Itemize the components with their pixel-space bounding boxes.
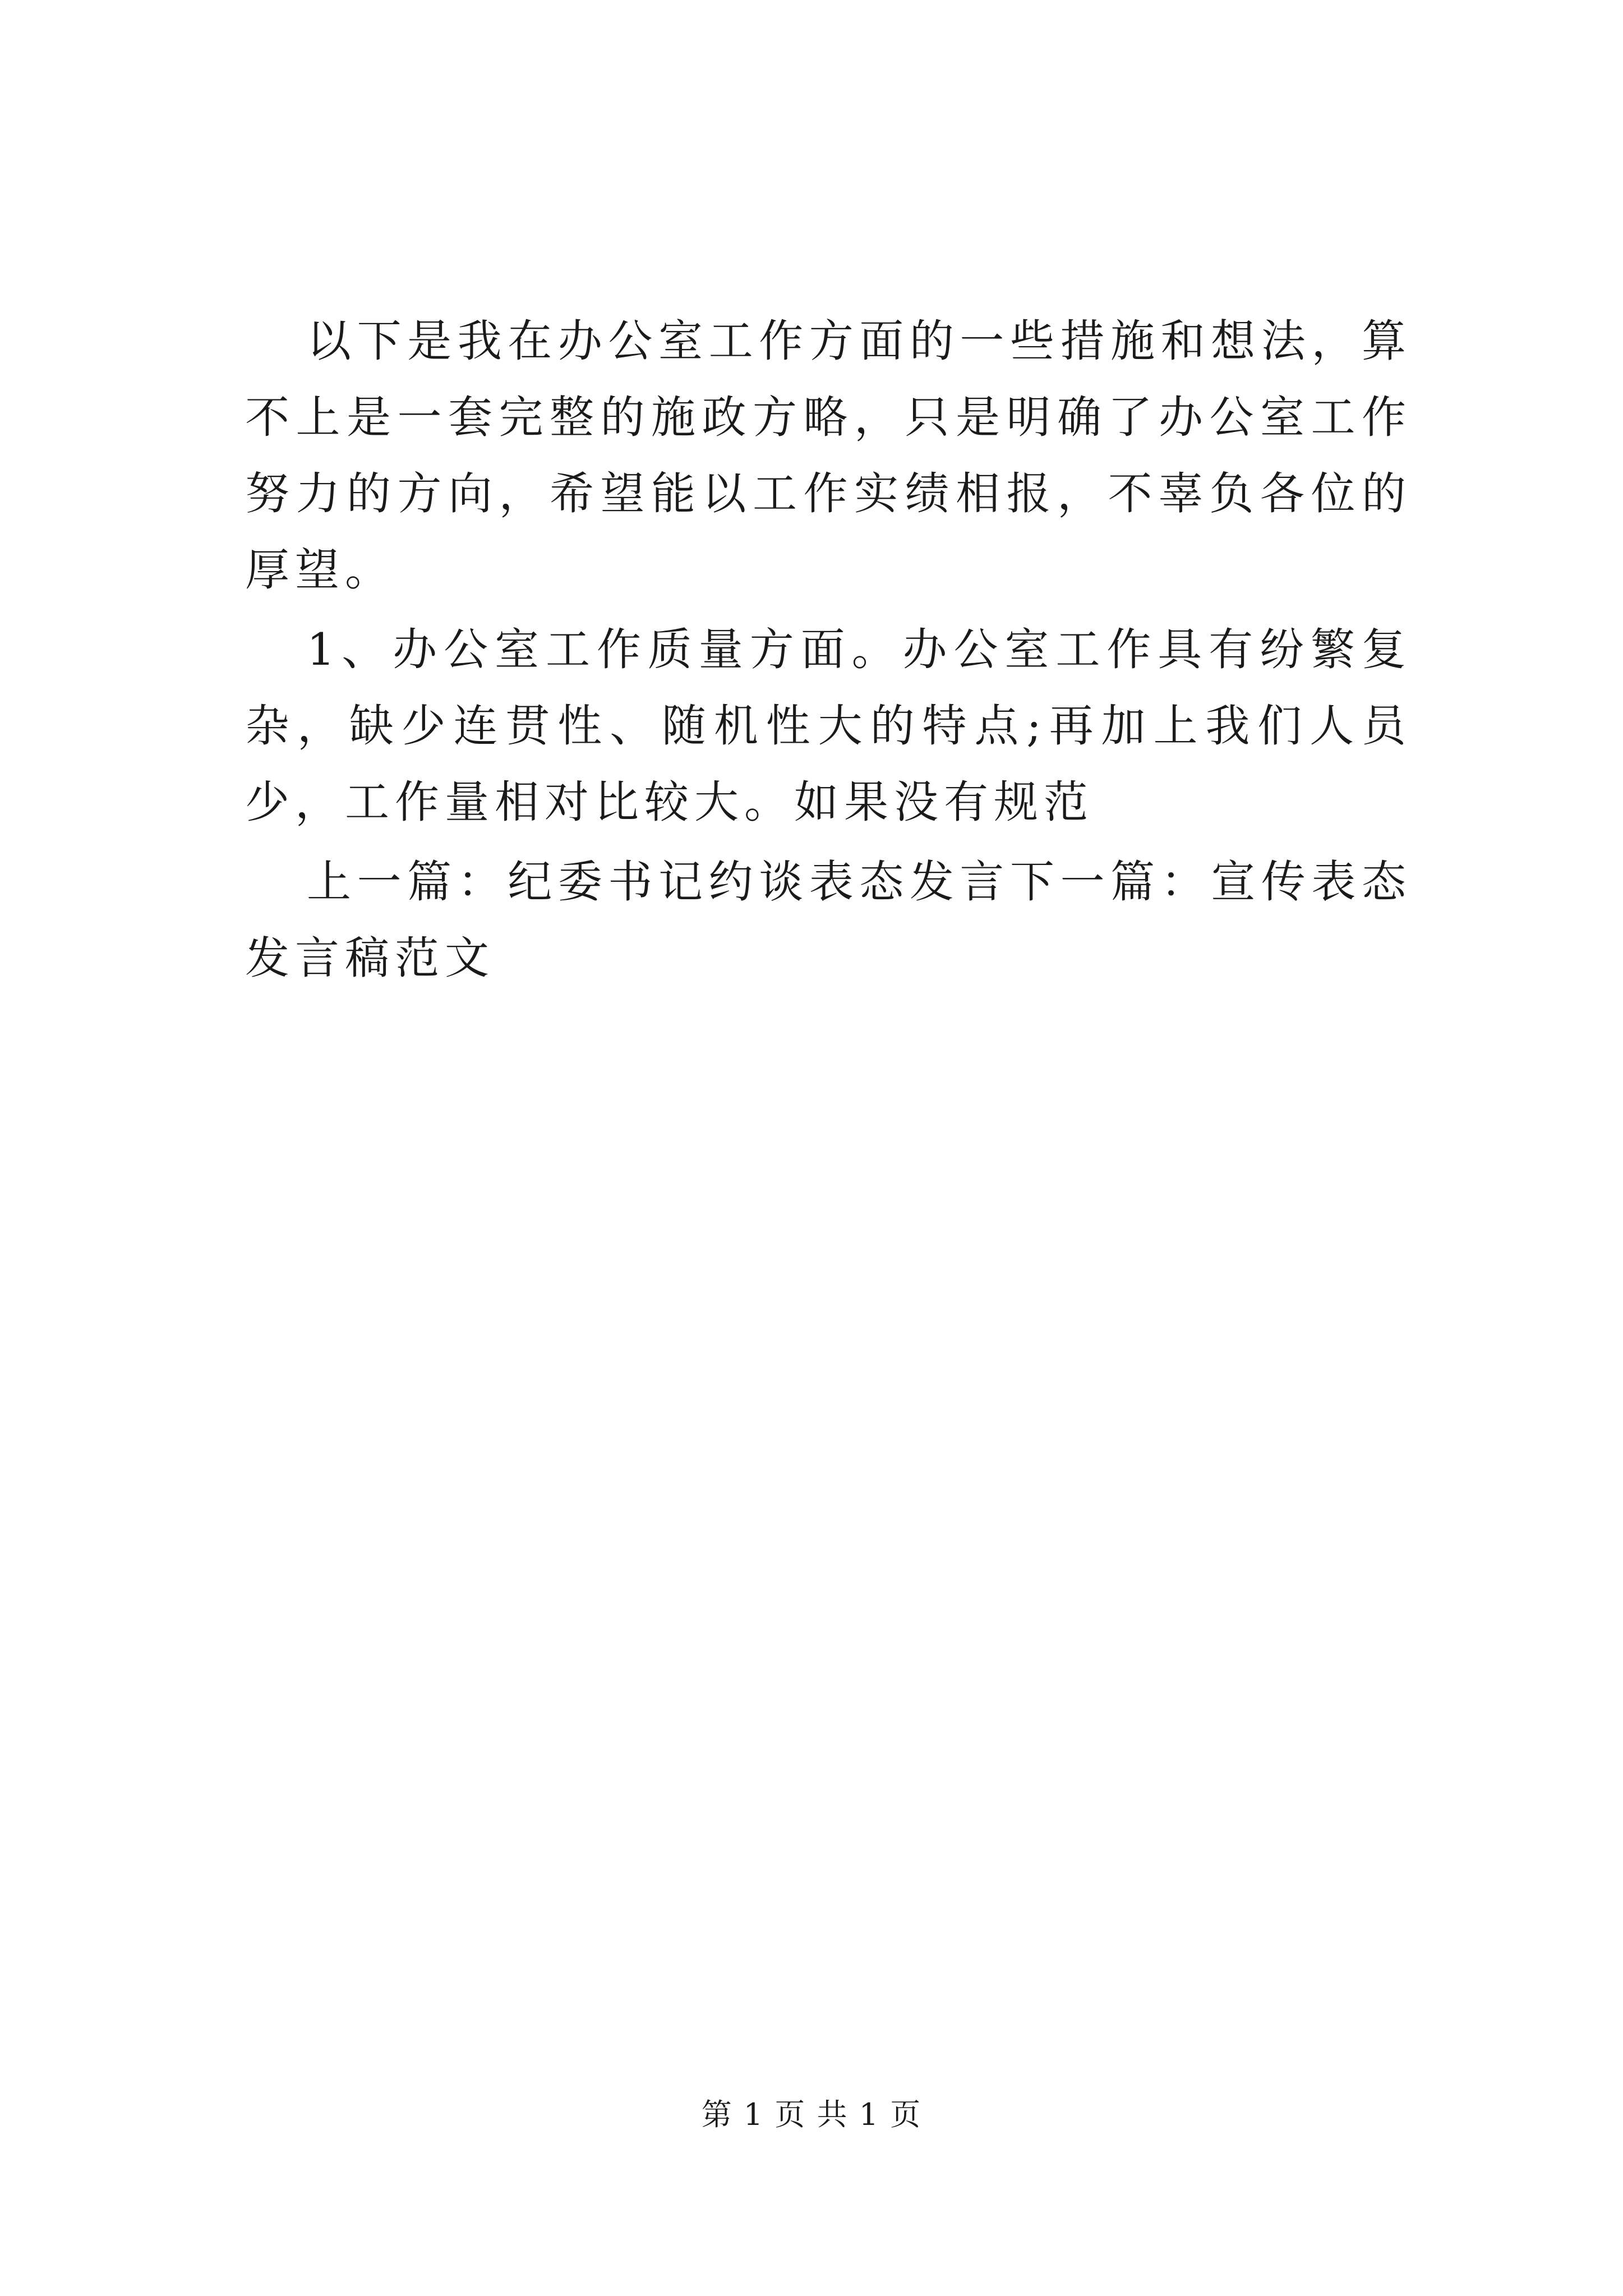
prev-next-navigation: 上一篇：纪委书记约谈表态发言下一篇：宣传表态发言稿范文	[245, 856, 1412, 984]
paragraph-intro: 以下是我在办公室工作方面的一些措施和想法，算不上是一套完整的施政方略，只是明确了办公室工作努力的方向，希望能以工作实绩相报，不辜负各位的厚望。	[245, 315, 1412, 596]
page-footer: 第 1 页 共 1 页	[701, 2097, 922, 2132]
paragraph-office-quality: 1、办公室工作质量方面。办公室工作具有纷繁复杂，缺少连贯性、随机性大的特点;再加上我们人员少，工作量相对比较大。如果没有规范	[245, 624, 1412, 828]
document-body	[245, 303, 1412, 996]
